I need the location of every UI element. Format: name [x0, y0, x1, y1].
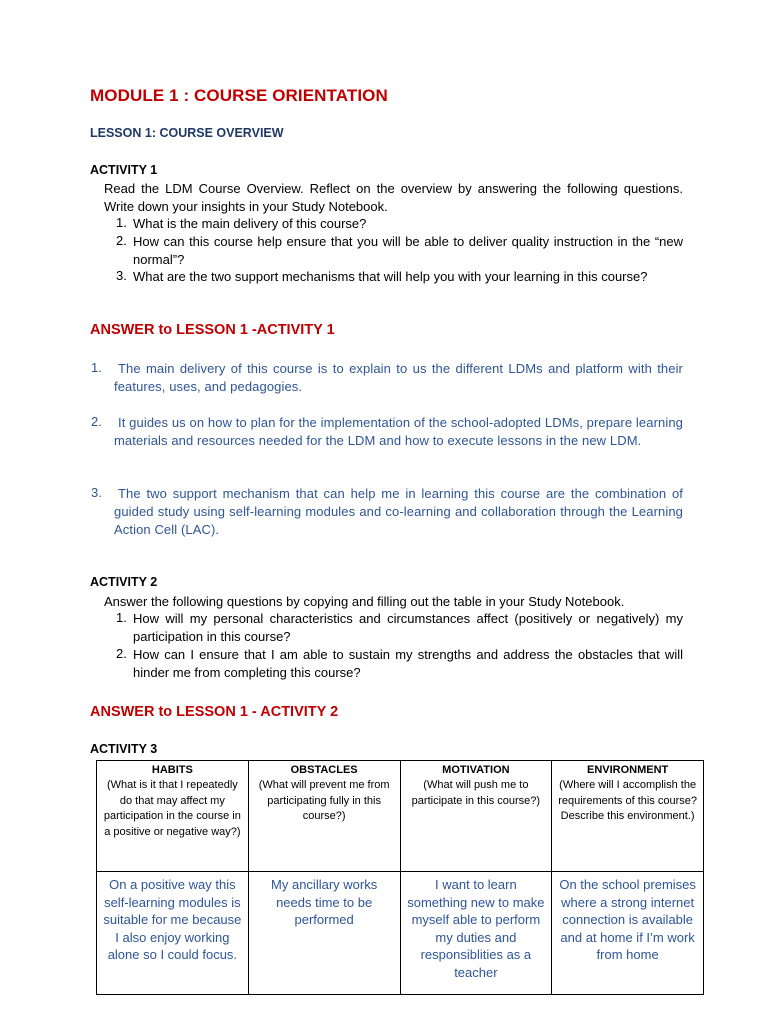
- answer-number: 1.: [91, 360, 102, 375]
- column-title: OBSTACLES: [290, 764, 358, 776]
- question-number: 3.: [116, 268, 127, 283]
- question-text: What is the main delivery of this course?: [133, 216, 367, 231]
- activity-3-table: [96, 760, 704, 995]
- question-text: How can I ensure that I am able to sustain my strengths and address the obstacles that will hinder me from completing this course?: [133, 647, 683, 680]
- table-cell: On a positive way this self-learning modules is suitable for me because I also enjoy working alone so I could focus.: [97, 872, 249, 995]
- table-header-cell: [552, 761, 704, 872]
- table-header-row: [97, 761, 704, 872]
- column-description: (What will prevent me from participating fully in this course?): [258, 779, 390, 823]
- table-header-cell: [248, 761, 400, 872]
- activity-2-intro: Answer the following questions by copying and filling out the table in your Study Notebook.: [104, 594, 625, 609]
- activity-1-heading: ACTIVITY 1: [90, 163, 158, 177]
- table-header-cell: [97, 761, 249, 872]
- table-row: [97, 872, 704, 995]
- column-description: (What will push me to participate in this course?): [411, 779, 541, 807]
- answer-2-heading: ANSWER to LESSON 1 - ACTIVITY 2: [90, 704, 339, 720]
- table-cell: I want to learn something new to make myself able to perform my duties and responsiblities as a teacher: [400, 872, 552, 995]
- column-title: MOTIVATION: [442, 764, 510, 776]
- question-text: How will my personal characteristics and circumstances affect (positively or negatively) my participation in this course?: [133, 611, 683, 644]
- column-title: ENVIRONMENT: [586, 764, 669, 776]
- table-cell: My ancillary works needs time to be performed: [248, 872, 400, 995]
- question-number: 1.: [116, 610, 127, 625]
- activity-1-intro: Read the LDM Course Overview. Reflect on the overview by answering the following questions. Write down your insights in your Study Notebook.: [104, 181, 683, 214]
- question-text: What are the two support mechanisms that will help you with your learning in this course?: [133, 269, 648, 284]
- activity-3-heading: ACTIVITY 3: [90, 742, 158, 756]
- question-number: 2.: [116, 646, 127, 661]
- answer-number: 3.: [91, 485, 102, 500]
- column-description: (What is it that I repeatedly do that may affect my participation in the course in a positive or negative way?): [103, 779, 241, 838]
- answer-text: It guides us on how to plan for the implementation of the school-adopted LDMs, prepare learning materials and resources needed for the LDM and how to execute lessons in the new LDM.: [114, 415, 683, 448]
- answer-1-heading: ANSWER to LESSON 1 -ACTIVITY 1: [90, 322, 335, 338]
- table-cell: On the school premises where a strong internet connection is available and at home if I’m work from home: [552, 872, 704, 995]
- column-description: (Where will I accomplish the requirements of this course? Describe this environment.): [558, 779, 698, 823]
- answer-text: The two support mechanism that can help me in learning this course are the combination of guided study using self-learning modules and co-learning and collaboration through the Learning Action Cell (LAC).: [114, 486, 683, 537]
- question-number: 1.: [116, 215, 127, 230]
- answer-text: The main delivery of this course is to explain to us the different LDMs and platform with their features, uses, and pedagogies.: [114, 361, 683, 394]
- column-title: HABITS: [151, 764, 193, 776]
- question-text: How can this course help ensure that you will be able to deliver quality instruction in the “new normal”?: [133, 234, 683, 267]
- answer-number: 2.: [91, 414, 102, 429]
- activity-2-heading: ACTIVITY 2: [90, 575, 158, 589]
- table-header-cell: [400, 761, 552, 872]
- question-number: 2.: [116, 233, 127, 248]
- module-title: MODULE 1 : COURSE ORIENTATION: [90, 86, 388, 105]
- lesson-title: LESSON 1: COURSE OVERVIEW: [90, 126, 284, 140]
